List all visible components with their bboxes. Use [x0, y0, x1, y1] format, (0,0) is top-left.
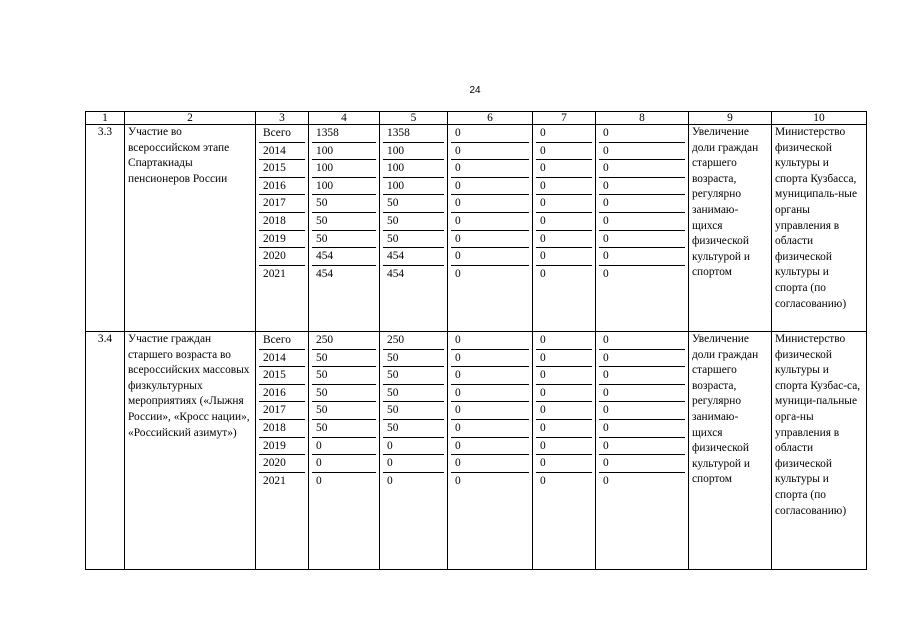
col7-value: 0 [540, 267, 546, 280]
col8-value: 0 [599, 178, 685, 196]
column-number: 6 [448, 112, 533, 125]
col8-value: 0 [599, 195, 685, 213]
year-label: Всего [259, 332, 305, 350]
col5-value: 454 [383, 248, 444, 266]
col4-value: 100 [312, 178, 376, 196]
col7-value: 0 [536, 231, 592, 249]
col8-value: 0 [599, 231, 685, 249]
col6-value: 0 [451, 367, 529, 385]
expected-result: Увеличение доли граждан старшего возраста, регулярно занимаю-щихся физической культурой и спортом [689, 125, 772, 332]
col6-value: 0 [455, 267, 461, 280]
col7-value: 0 [536, 213, 592, 231]
col7-value: 0 [536, 160, 592, 178]
col8-cell [596, 332, 689, 570]
col7-value: 0 [536, 455, 592, 473]
col6-value: 0 [451, 178, 529, 196]
col8-value: 0 [599, 143, 685, 161]
program-table [85, 111, 867, 570]
column-number: 8 [596, 112, 689, 125]
col8-value: 0 [603, 474, 609, 487]
col8-value: 0 [599, 367, 685, 385]
col8-value: 0 [599, 438, 685, 456]
col6-value: 0 [451, 195, 529, 213]
column-number: 3 [256, 112, 309, 125]
year-label: 2021 [263, 474, 286, 487]
col5-value: 100 [383, 143, 444, 161]
year-label: 2014 [259, 350, 305, 368]
col6-value: 0 [451, 160, 529, 178]
item-name: Участие во всероссийском этапе Спартакиады пенсионеров России [125, 125, 256, 332]
col4-value: 100 [312, 143, 376, 161]
years-cell [256, 332, 309, 570]
col8-cell [596, 125, 689, 332]
col6-value: 0 [451, 420, 529, 438]
col7-value: 0 [536, 385, 592, 403]
col5-value: 100 [383, 178, 444, 196]
col8-value: 0 [599, 420, 685, 438]
col6-value: 0 [455, 474, 461, 487]
col5-value: 50 [383, 402, 444, 420]
col5-value: 50 [383, 195, 444, 213]
col4-value: 1358 [312, 125, 376, 143]
col7-value: 0 [536, 420, 592, 438]
responsible-executor: Министерство физической культуры и спорта Кузбас-са, муници-пальные орга-ны управления в области физической культуры и спорта (по согласованию) [772, 332, 867, 570]
col4-value: 50 [312, 402, 376, 420]
col8-value: 0 [599, 213, 685, 231]
col7-value: 0 [536, 195, 592, 213]
col6-value: 0 [451, 402, 529, 420]
col4-value: 50 [312, 420, 376, 438]
year-label: 2021 [263, 267, 286, 280]
col5-value: 50 [383, 231, 444, 249]
years-cell [256, 125, 309, 332]
col5-value: 50 [383, 367, 444, 385]
col8-value: 0 [599, 248, 685, 266]
col7-value: 0 [536, 332, 592, 350]
col6-value: 0 [451, 350, 529, 368]
year-label: 2014 [259, 143, 305, 161]
col7-value: 0 [540, 474, 546, 487]
col5-value: 50 [383, 213, 444, 231]
col4-value: 50 [312, 350, 376, 368]
col8-value: 0 [599, 455, 685, 473]
col6-value: 0 [451, 143, 529, 161]
item-number: 3.3 [86, 125, 125, 332]
col7-value: 0 [536, 125, 592, 143]
col7-value: 0 [536, 438, 592, 456]
col4-value: 454 [316, 267, 334, 280]
table-row-3-3 [86, 125, 867, 332]
col8-value: 0 [599, 160, 685, 178]
year-label: 2018 [259, 213, 305, 231]
year-label: 2017 [259, 402, 305, 420]
table-row-3-4 [86, 332, 867, 570]
year-label: 2019 [259, 438, 305, 456]
column-number: 5 [380, 112, 448, 125]
col4-value: 250 [312, 332, 376, 350]
col4-value: 50 [312, 367, 376, 385]
col4-value: 50 [312, 213, 376, 231]
column-number-row [86, 112, 867, 125]
col6-value: 0 [451, 385, 529, 403]
column-number: 9 [689, 112, 772, 125]
col6-cell [448, 332, 533, 570]
col4-value: 454 [312, 248, 376, 266]
column-number: 1 [86, 112, 125, 125]
col7-value: 0 [536, 367, 592, 385]
col4-value: 50 [312, 231, 376, 249]
col4-value: 50 [312, 195, 376, 213]
col4-value: 50 [312, 385, 376, 403]
col7-value: 0 [536, 143, 592, 161]
item-name: Участие граждан старшего возраста во всероссийских массовых физкультурных мероприятиях («Лыжня России», «Кросс нации», «Российский азимут») [125, 332, 256, 570]
column-number: 2 [125, 112, 256, 125]
col6-value: 0 [451, 213, 529, 231]
col5-value: 454 [387, 267, 405, 280]
page-number: 24 [469, 85, 481, 96]
col5-value: 50 [383, 420, 444, 438]
responsible-executor: Министерство физической культуры и спорта Кузбасса, муниципаль-ные органы управления в области физической культуры и спорта (по согласованию) [772, 125, 867, 332]
expected-result: Увеличение доли граждан старшего возраста, регулярно занимаю-щихся физической культурой и спортом [689, 332, 772, 570]
col8-value: 0 [599, 125, 685, 143]
col4-value: 0 [312, 455, 376, 473]
col7-cell [533, 125, 596, 332]
year-label: 2020 [259, 455, 305, 473]
col4-cell [309, 332, 380, 570]
col5-value: 50 [383, 350, 444, 368]
year-label: 2016 [259, 178, 305, 196]
column-number: 10 [772, 112, 867, 125]
col6-value: 0 [451, 231, 529, 249]
col5-value: 1358 [383, 125, 444, 143]
col8-value: 0 [599, 385, 685, 403]
col5-cell [380, 332, 448, 570]
col6-value: 0 [451, 125, 529, 143]
col5-cell [380, 125, 448, 332]
col8-value: 0 [599, 332, 685, 350]
col6-value: 0 [451, 455, 529, 473]
col4-value: 0 [312, 438, 376, 456]
col7-value: 0 [536, 350, 592, 368]
col7-cell [533, 332, 596, 570]
col5-value: 0 [387, 474, 393, 487]
year-label: 2015 [259, 367, 305, 385]
col5-value: 0 [383, 438, 444, 456]
col8-value: 0 [599, 350, 685, 368]
column-number: 4 [309, 112, 380, 125]
column-number: 7 [533, 112, 596, 125]
col7-value: 0 [536, 178, 592, 196]
year-label: 2015 [259, 160, 305, 178]
col6-value: 0 [451, 248, 529, 266]
col4-value: 0 [316, 474, 322, 487]
col6-value: 0 [451, 332, 529, 350]
col6-value: 0 [451, 438, 529, 456]
col6-cell [448, 125, 533, 332]
col7-value: 0 [536, 402, 592, 420]
col4-cell [309, 125, 380, 332]
col5-value: 100 [383, 160, 444, 178]
col5-value: 50 [383, 385, 444, 403]
year-label: 2016 [259, 385, 305, 403]
col5-value: 250 [383, 332, 444, 350]
year-label: 2017 [259, 195, 305, 213]
year-label: 2019 [259, 231, 305, 249]
col4-value: 100 [312, 160, 376, 178]
year-label: 2020 [259, 248, 305, 266]
col5-value: 0 [383, 455, 444, 473]
col7-value: 0 [536, 248, 592, 266]
year-label: 2018 [259, 420, 305, 438]
year-label: Всего [259, 125, 305, 143]
col8-value: 0 [603, 267, 609, 280]
item-number: 3.4 [86, 332, 125, 570]
col8-value: 0 [599, 402, 685, 420]
